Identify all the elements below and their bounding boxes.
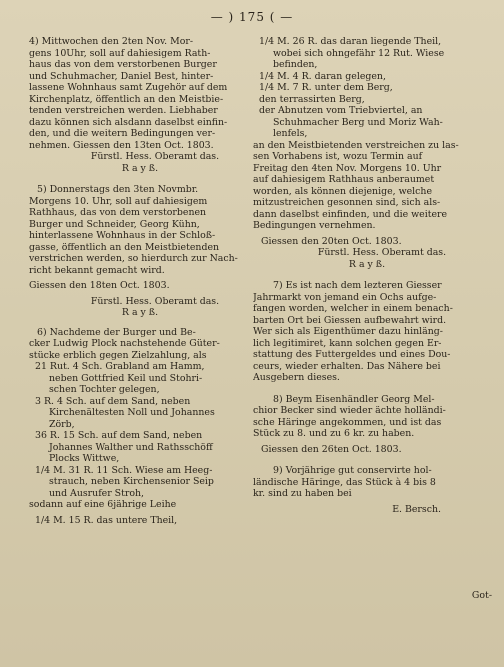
text-line: 7) Es ist nach dem lezteren Giesser — [273, 280, 442, 291]
notice-5 — [29, 184, 251, 319]
text-line: sche Häringe angekommen, und ist das — [253, 416, 442, 428]
text-line: hinterlassene Wohnhaus in der Schloß- — [29, 230, 216, 241]
notice-date: Giessen den 26ten Oct. 1803. — [261, 443, 402, 455]
text-line: Burger und Schneider, Georg Kühn, — [29, 218, 200, 230]
text-line: und Schuhmacher, Daniel Best, hinter- — [29, 70, 214, 82]
text-line: ländische Häringe, das Stück à 4 bis 8 — [253, 476, 436, 488]
text-line: 21 Rut. 4 Sch. Grabland am Hamm, — [35, 361, 205, 372]
text-line: befinden, — [273, 59, 318, 70]
text-line: Morgens 10. Uhr, soll auf dahiesigem — [29, 195, 208, 207]
text-line: haus das von dem verstorbenen Burger — [29, 59, 217, 70]
text-line: Bedingungen vernehmen. — [253, 220, 376, 231]
text-line: 3 R. 4 Sch. auf dem Sand, neben — [35, 395, 191, 407]
right-column — [253, 36, 481, 515]
text-line: gasse, öffentlich an den Meistbietenden — [29, 241, 220, 253]
text-line: kr. sind zu haben bei — [253, 488, 352, 499]
text-line: strauch, neben Kirchensenior Seip — [49, 476, 214, 487]
text-line: Kirchenplatz, öffentlich an den Meistbie- — [29, 93, 224, 105]
signer-name: R a y ß. — [121, 307, 159, 318]
text-line: sen Vorhabens ist, wozu Termin auf — [253, 151, 423, 162]
text-line: Stück zu 8. und zu 6 kr. zu haben. — [253, 428, 415, 439]
text-line: 6) Nachdeme der Burger und Be- — [37, 326, 196, 338]
text-line: Jahrmarkt von jemand ein Ochs aufge- — [253, 291, 437, 303]
text-line: verstrichen werden, so hierdurch zur Nach- — [29, 253, 238, 264]
text-line: mitzustreichen gesonnen sind, sich als- — [253, 197, 441, 208]
text-line: den terrassirten Berg, — [259, 93, 365, 105]
notice-date: Giessen den 18ten Oct. 1803. — [29, 280, 170, 291]
text-line: 1/4 M. 7 R. unter dem Berg, — [259, 82, 393, 93]
text-line: dazu können sich alsdann daselbst einfin- — [29, 116, 228, 128]
text-line: 8) Beym Eisenhändler Georg Mel- — [273, 393, 435, 405]
text-line: wobei sich ohngefähr 12 Rut. Wiese — [273, 47, 445, 59]
text-line: worden, als können diejenige, welche — [253, 185, 432, 197]
text-line: Wer sich als Eigenthümer dazu hinläng- — [253, 326, 443, 337]
text-line: und Ausrufer Stroh, — [49, 487, 145, 499]
text-line: 5) Donnerstags den 3ten Novmbr. — [37, 184, 199, 195]
text-line: Rathhaus, das von dem verstorbenen — [29, 207, 207, 218]
text-line: chior Becker sind wieder ächte holländi- — [253, 405, 446, 416]
authority-signature: Fürstl. Hess. Oberamt das. — [90, 151, 220, 162]
text-line: fangen worden, welcher in einem benach- — [253, 303, 453, 314]
text-line: richt bekannt gemacht wird. — [29, 264, 165, 276]
authority-signature: Fürstl. Hess. Oberamt das. — [90, 295, 220, 307]
text-line: lich legitimiret, kann solchen gegen Er- — [253, 337, 442, 349]
text-line: an den Meistbietenden verstreichen zu las- — [253, 139, 459, 151]
text-line: dann daselbst einfinden, und die weitere — [253, 208, 448, 220]
text-line: 4) Mittwochen den 2ten Nov. Mor- — [29, 36, 194, 47]
text-line: stattung des Futtergeldes und eines Dou- — [253, 349, 451, 360]
text-line: Freitag den 4ten Nov. Morgens 10. Uhr — [253, 162, 442, 174]
text-line: Plocks Wittwe, — [49, 453, 120, 464]
text-line: auf dahiesigem Rathhaus anberaumet — [253, 174, 435, 185]
text-line: schen Tochter gelegen, — [49, 384, 160, 395]
notice-date: Giessen den 20ten Oct. 1803. — [261, 235, 402, 247]
text-line: 9) Vorjährige gut conservirte hol- — [273, 465, 432, 476]
text-line: Ausgebern dieses. — [253, 372, 340, 383]
left-column — [29, 36, 251, 526]
signer-name: R a y ß. — [348, 258, 386, 270]
text-line: stücke erblich gegen Zielzahlung, als — [29, 349, 207, 361]
text-line: Johannes Walther und Rathsschöff — [49, 441, 213, 453]
text-line: Schuhmacher Berg und Moriz Wah- — [273, 116, 443, 128]
notice-6 — [29, 327, 251, 527]
text-line: ceurs, wieder erhalten. Das Nähere bei — [253, 360, 441, 372]
signer-name: R a y ß. — [121, 162, 159, 174]
authority-signature: Fürstl. Hess. Oberamt das. — [317, 247, 447, 258]
text-line: 36 R. 15 Sch. auf dem Sand, neben — [35, 430, 203, 441]
text-line: sodann auf eine 6jährige Leihe — [29, 499, 177, 510]
text-line: cker Ludwig Plock nachstehende Güter- — [29, 338, 220, 349]
text-line: barten Ort bei Giessen aufbewahrt wird. — [253, 314, 447, 326]
notice-7 — [253, 280, 481, 384]
page-number-header: — ) 175 ( — — [210, 10, 294, 24]
signer-name: E. Bersch. — [392, 503, 441, 515]
text-line: lenfels, — [273, 128, 308, 139]
text-line: Zörb, — [49, 418, 75, 430]
text-line: 1/4 M. 15 R. das untere Theil, — [35, 514, 178, 526]
notice-4 — [29, 36, 251, 174]
text-line: der Abnutzen vom Triebviertel, an — [259, 105, 423, 116]
text-line: 1/4 M. 26 R. das daran liegende Theil, — [259, 36, 442, 47]
text-line: 1/4 M. 31 R. 11 Sch. Wiese am Heeg- — [35, 464, 213, 476]
notice-6-continued — [253, 36, 481, 270]
text-line: gens 10Uhr, soll auf dahiesigem Rath- — [29, 47, 211, 59]
text-line: nehmen. Giessen den 13ten Oct. 1803. — [29, 139, 214, 151]
text-line: tenden verstreichen werden. Liebhaber — [29, 105, 218, 116]
catchword: Got- — [471, 590, 492, 601]
notice-9 — [253, 465, 481, 515]
text-line: Kirchenältesten Noll und Johannes — [49, 407, 215, 418]
notice-8 — [253, 394, 481, 456]
text-line: neben Gottfried Keil und Stohri- — [49, 372, 203, 384]
text-line: 1/4 M. 4 R. daran gelegen, — [259, 70, 386, 82]
text-line: den, und die weitern Bedingungen ver- — [29, 128, 216, 139]
text-line: lassene Wohnhaus samt Zugehör auf dem — [29, 82, 228, 93]
